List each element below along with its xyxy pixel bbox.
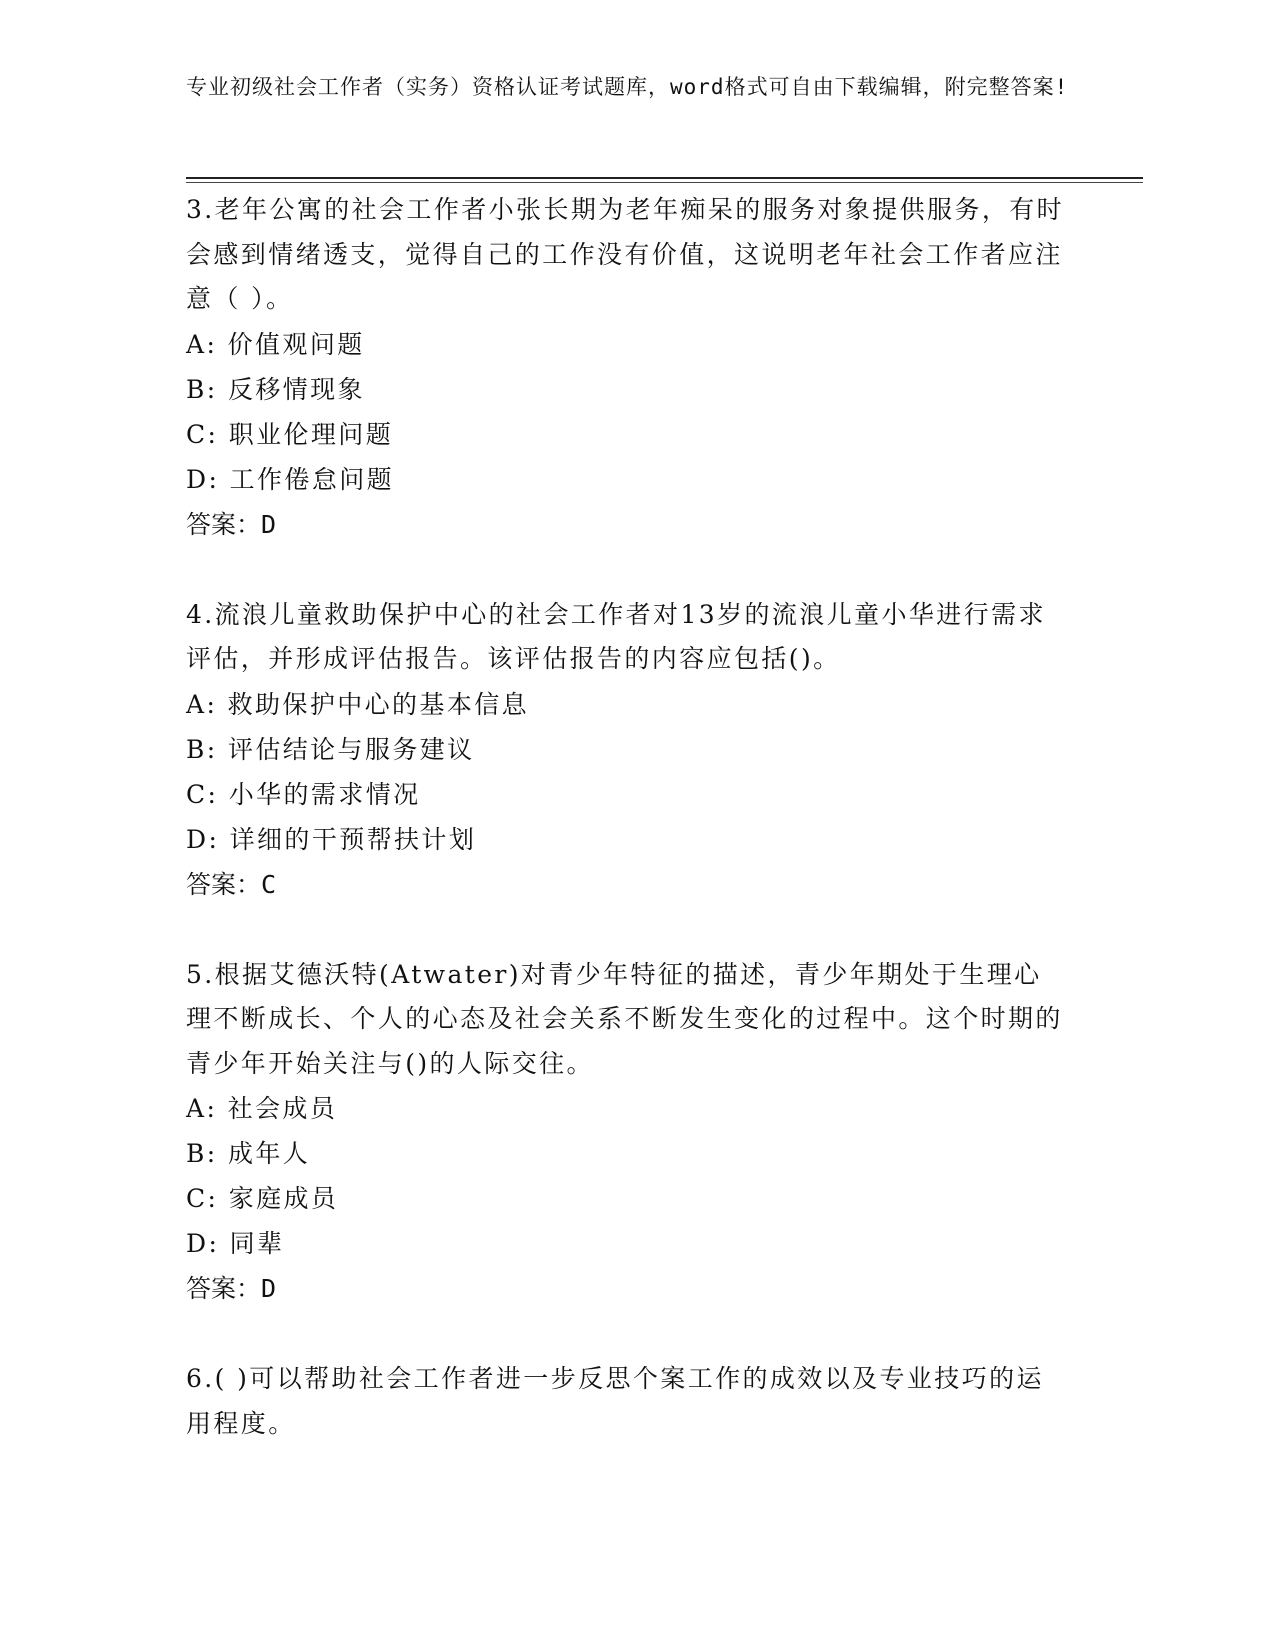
question-stem: 6.( )可以帮助社会工作者进一步反思个案工作的成效以及专业技巧的运用程度。 xyxy=(186,1364,1044,1438)
question-6 xyxy=(186,1357,1066,1446)
answer-value: D xyxy=(261,509,277,539)
option-a: A: 价值观问题 xyxy=(186,329,365,359)
answer-label: 答案： xyxy=(186,869,262,899)
answer-line xyxy=(186,1266,1066,1311)
option-c: C: 小华的需求情况 xyxy=(186,779,421,809)
option-b: B: 成年人 xyxy=(186,1139,311,1168)
question-list xyxy=(186,188,1066,1492)
question-stem: 5.根据艾德沃特(Atwater)对青少年特征的描述，青少年期处于生理心理不断成长、个人的心态及社会关系不断发生变化的过程中。这个时期的青少年开始关注与()的人际交往。 xyxy=(186,959,1063,1078)
question-3 xyxy=(186,188,1066,547)
question-5 xyxy=(186,953,1066,1312)
question-4 xyxy=(186,593,1066,907)
question-stem: 4.流浪儿童救助保护中心的社会工作者对13岁的流浪儿童小华进行需求评估，并形成评估报告。该评估报告的内容应包括()。 xyxy=(186,599,1046,673)
option-b: B: 反移情现象 xyxy=(186,374,365,404)
question-stem: 3.老年公寓的社会工作者小张长期为老年痴呆的服务对象提供服务，有时会感到情绪透支，觉得自己的工作没有价值，这说明老年社会工作者应注意（ ）。 xyxy=(186,195,1065,313)
option-a: A: 救助保护中心的基本信息 xyxy=(186,689,530,719)
option-d: D: 详细的干预帮扶计划 xyxy=(186,824,477,854)
answer-value: C xyxy=(261,869,277,899)
option-b: B: 评估结论与服务建议 xyxy=(186,734,475,764)
document-header: 专业初级社会工作者（实务）资格认证考试题库，word格式可自由下载编辑，附完整答案! xyxy=(186,75,1069,99)
option-d: D: 同辈 xyxy=(186,1229,285,1258)
answer-line xyxy=(186,862,1066,907)
option-d: D: 工作倦怠问题 xyxy=(186,464,395,494)
answer-value: D xyxy=(261,1274,277,1303)
option-a: A: 社会成员 xyxy=(186,1094,338,1123)
answer-label: 答案： xyxy=(186,1274,262,1303)
option-c: C: 职业伦理问题 xyxy=(186,419,394,449)
answer-line xyxy=(186,502,1066,547)
header-divider-thin xyxy=(186,182,1143,183)
option-c: C: 家庭成员 xyxy=(186,1184,339,1213)
answer-label: 答案： xyxy=(186,509,262,539)
header-divider-thick xyxy=(186,177,1143,179)
